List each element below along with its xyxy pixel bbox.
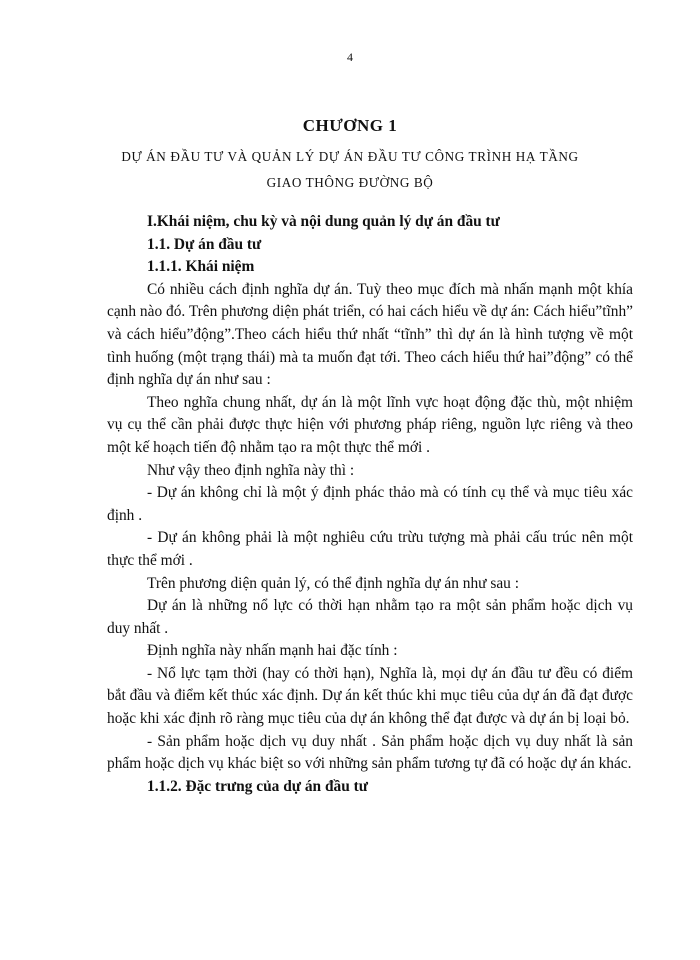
document-body — [107, 211, 633, 798]
section-heading-1-1-1: 1.1.1. Khái niệm — [147, 258, 255, 276]
chapter-subtitle-line-2: GIAO THÔNG ĐƯỜNG BỘ — [266, 175, 434, 190]
chapter-subtitle-line-1: DỰ ÁN ĐẦU TƯ VÀ QUẢN LÝ DỰ ÁN ĐẦU TƯ CÔNG TRÌNH HẠ TẦNG — [121, 149, 579, 164]
paragraph-4: - Dự án không chỉ là một ý định phác thảo mà có tính cụ thể và mục tiêu xác định . — [107, 484, 633, 524]
chapter-subtitle — [110, 144, 590, 196]
paragraph-2: Theo nghĩa chung nhất, dự án là một lĩnh vực hoạt động đặc thù, một nhiệm vụ cụ thể cần phải được thực hiện với phương pháp riêng, nguồn lực riêng và theo một kế hoạch tiến độ nhằm tạo ra một thực thể mới . — [107, 393, 633, 456]
section-heading-1: I.Khái niệm, chu kỳ và nội dung quản lý dự án đầu tư — [147, 213, 500, 230]
paragraph-5: - Dự án không phải là một nghiêu cứu trừu tượng mà phải cấu trúc nên một thực thể mới . — [107, 529, 633, 569]
page-number: 4 — [347, 50, 353, 64]
paragraph-3: Như vậy theo định nghĩa này thì : — [147, 461, 355, 479]
paragraph-9: - Nổ lực tạm thời (hay có thời hạn), Nghĩa là, mọi dự án đầu tư đều có điểm bắt đầu và điểm kết thúc xác định. Dự án kết thúc khi mục tiêu của dự án đã đạt được hoặc khi xác định rõ ràng mục tiêu của dự án không thể đạt được và dự án bị loại bỏ. — [107, 664, 633, 728]
section-heading-1-1-2: 1.1.2. Đặc trưng của dự án đầu tư — [147, 777, 368, 795]
paragraph-1: Có nhiều cách định nghĩa dự án. Tuỳ theo mục đích mà nhấn mạnh một khía cạnh nào đó. Trên phương diện phát triển, có hai cách hiểu về dự án: Cách hiểu”tĩnh” và cách hiểu”động”.Theo cách hiểu thứ nhất “tĩnh” thì dự án là hình tượng về một tình huống (một trạng thái) mà ta muốn đạt tới. Theo cách hiểu thứ hai”động” có thể định nghĩa dự án như sau : — [107, 280, 633, 389]
paragraph-7: Dự án là những nổ lực có thời hạn nhằm tạo ra một sản phẩm hoặc dịch vụ duy nhất . — [107, 597, 633, 637]
chapter-title: CHƯƠNG 1 — [302, 116, 398, 135]
section-heading-1-1: 1.1. Dự án đầu tư — [147, 235, 262, 253]
paragraph-10: - Sản phẩm hoặc dịch vụ duy nhất . Sản phẩm hoặc dịch vụ duy nhất là sản phẩm hoặc dịch vụ khác biệt so với những sản phẩm tương tự đã có hoặc dự án khác. — [107, 732, 633, 773]
paragraph-6: Trên phương diện quản lý, có thể định nghĩa dự án như sau : — [147, 574, 519, 592]
paragraph-8: Định nghĩa này nhấn mạnh hai đặc tính : — [147, 642, 398, 660]
